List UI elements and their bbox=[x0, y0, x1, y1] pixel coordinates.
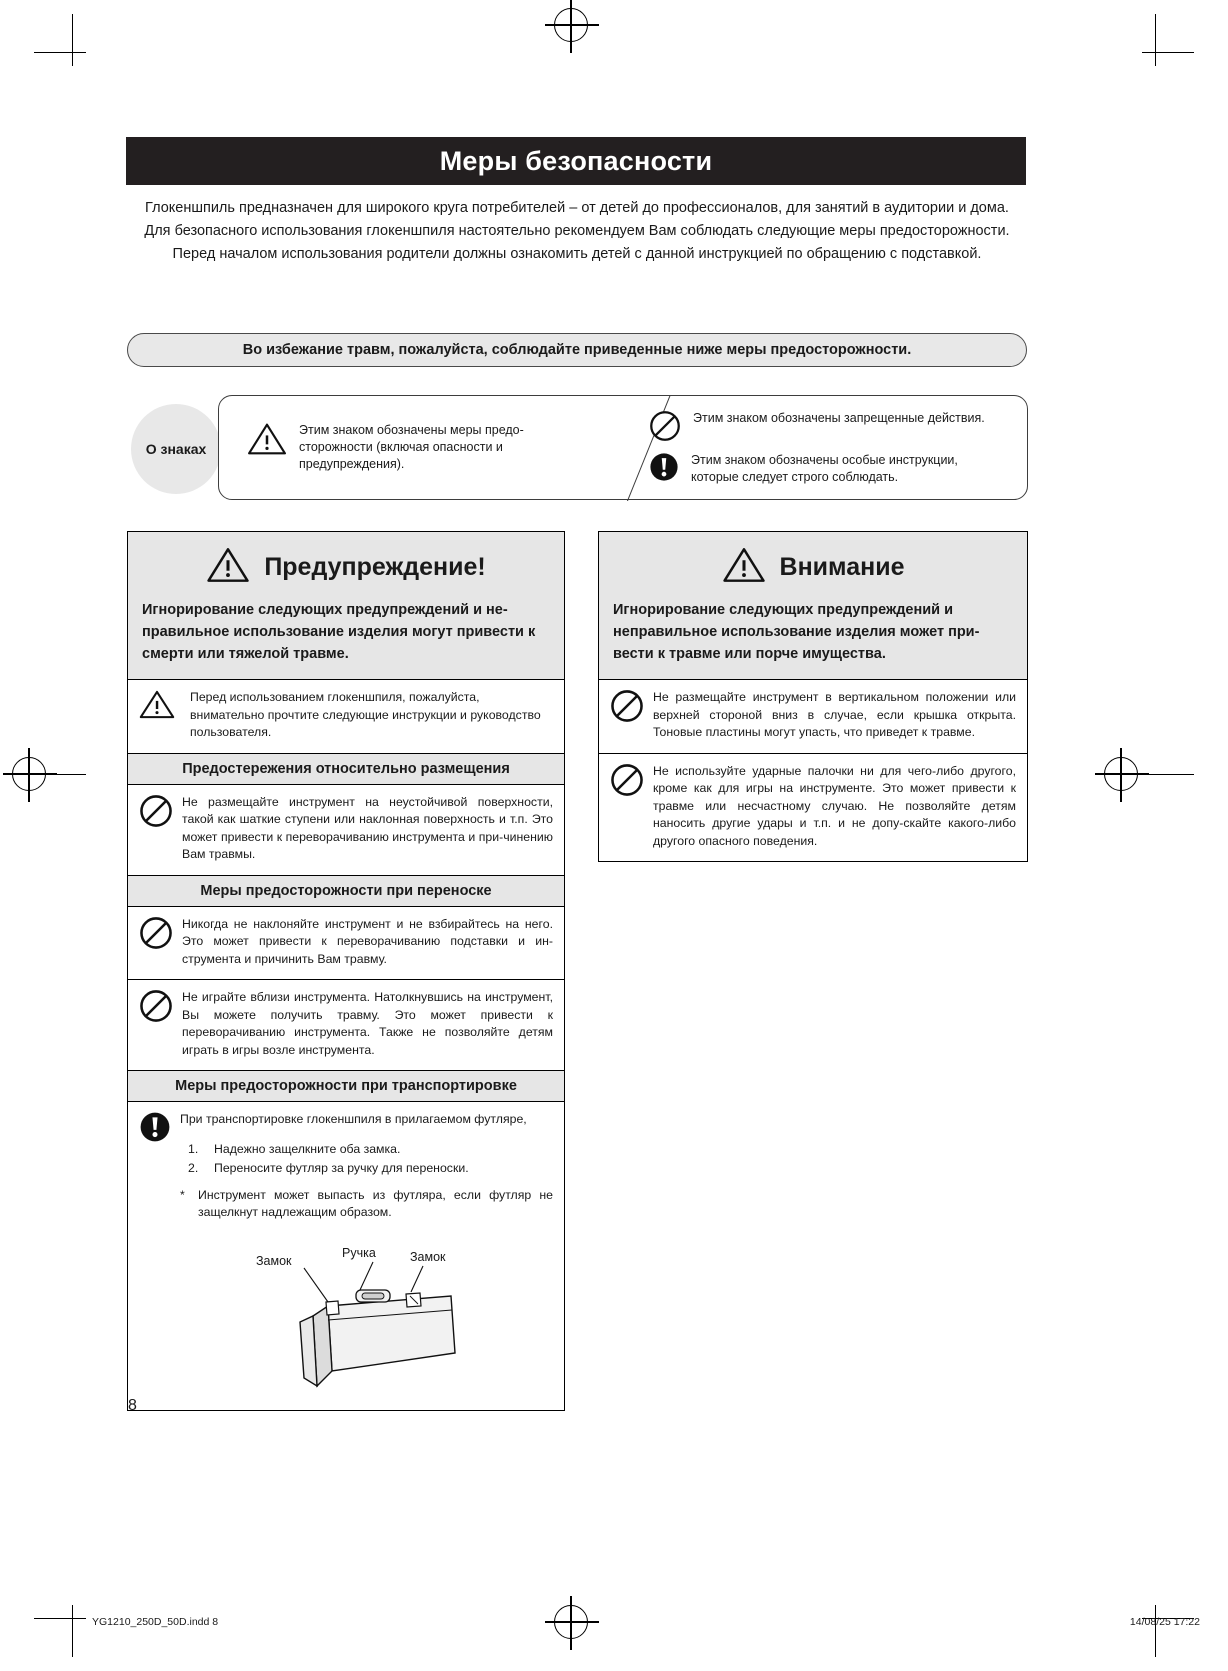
registration-mark-right bbox=[1104, 757, 1138, 791]
page-body bbox=[126, 0, 1104, 1671]
legend-box bbox=[218, 395, 1028, 500]
crop-mark-bottom-right bbox=[1142, 1605, 1194, 1657]
legend-section bbox=[126, 395, 1028, 505]
footnote-marker: * bbox=[180, 1187, 185, 1202]
warning-box-subtitle: Игнорирование следующих предупреждений и не-правильное использование изделия могут привести к смерти или тяжелой травме. bbox=[142, 602, 536, 662]
warning-triangle-icon bbox=[139, 689, 179, 723]
mandatory-exclamation-icon bbox=[139, 1111, 169, 1141]
warning-row-text: Не размещайте инструмент на неустойчивой поверхности, такой как шаткие ступени или наклонная поверхность и т.п. Это может привести к переворачиванию инструмента и при-чинению Вам травмы. bbox=[182, 794, 553, 861]
warning-row bbox=[128, 980, 564, 1070]
prohibition-icon bbox=[139, 989, 171, 1021]
legend-item-label: Этим знаком обозначены особые инструкции, которые следует строго соблюдать. bbox=[691, 453, 958, 484]
caution-row-text: Не используйте ударные палочки ни для чего-либо другого, кроме как для игры на инструменте. Это может привести к травме или несчастному случаю. Не позволяйте детям наносить другие удары и т.п. и не допу-скайте какого-либо другого опасного поведения. bbox=[653, 763, 1016, 848]
warning-row bbox=[128, 680, 564, 753]
prohibition-icon bbox=[610, 689, 642, 721]
legend-badge-label: O знаках bbox=[145, 441, 207, 457]
caution-column bbox=[598, 531, 1028, 862]
crop-mark-top-right bbox=[1142, 14, 1194, 66]
caution-box bbox=[598, 531, 1028, 862]
section-heading-placement: Предостережения относительно размещения bbox=[128, 753, 564, 785]
intro-paragraph bbox=[126, 197, 1028, 266]
transport-intro-text: При транспортировке глокеншпиля в прилагаемом футляре, bbox=[180, 1112, 527, 1126]
caution-row bbox=[599, 680, 1027, 754]
list-item-number: 1. bbox=[188, 1141, 199, 1156]
page-number: 8 bbox=[128, 1397, 137, 1414]
section-heading-carrying: Меры предосторожности при переноске bbox=[128, 875, 564, 907]
warning-box-header bbox=[128, 532, 564, 680]
warning-row-text: Перед использованием глокеншпиля, пожалуйста, внимательно прочтите следующие инструкции и руководство пользователя. bbox=[190, 690, 541, 739]
page-title-bar bbox=[126, 137, 1026, 185]
footnote-text: Инструмент может выпасть из футляра, если футляр не защелкнут надлежащим образом. bbox=[198, 1187, 553, 1219]
mandatory-exclamation-icon bbox=[649, 452, 679, 482]
legend-item-prohibition bbox=[649, 410, 1009, 442]
warning-row-transport bbox=[128, 1102, 564, 1226]
intro-line: Глокеншпиль предназначен для широкого круга потребителей – от детей до профессионалов, для занятий в аудитории и дома. bbox=[145, 200, 1009, 216]
legend-item-label: Этим знаком обозначены запрещенные действия. bbox=[693, 411, 985, 425]
intro-line: Для безопасного использования глокеншпиля настоятельно рекомендуем Вам соблюдать следующие меры предосторожности. bbox=[144, 223, 1010, 239]
list-item-text: Надежно защелкните оба замка. bbox=[214, 1141, 401, 1156]
warning-triangle-icon bbox=[247, 422, 287, 456]
figure-label-lock-right: Замок bbox=[410, 1249, 446, 1264]
caution-box-header bbox=[599, 532, 1027, 680]
figure-label-lock-left: Замок bbox=[256, 1253, 292, 1268]
safety-banner bbox=[127, 333, 1027, 367]
figure-label-handle: Ручка bbox=[342, 1245, 376, 1260]
footer-filename: YG1210_250D_50D.indd 8 bbox=[92, 1616, 219, 1628]
warning-triangle-icon bbox=[206, 546, 250, 589]
warning-triangle-icon bbox=[722, 546, 766, 589]
list-item bbox=[180, 1159, 553, 1178]
legend-item-warning bbox=[247, 422, 577, 473]
case-illustration bbox=[128, 1240, 564, 1400]
warning-column bbox=[127, 531, 565, 1411]
warning-row bbox=[128, 785, 564, 875]
prohibition-icon bbox=[610, 763, 642, 795]
section-heading-transport: Меры предосторожности при транспортировке bbox=[128, 1070, 564, 1102]
legend-item-label: Этим знаком обозначены меры предо-сторожности (включая опасности и предупреждения). bbox=[299, 423, 524, 471]
transport-step-list bbox=[180, 1140, 553, 1178]
prohibition-icon bbox=[139, 916, 171, 948]
caution-box-subtitle: Игнорирование следующих предупреждений и неправильное использование изделия может при-вести к травме или порче имущества. bbox=[613, 602, 980, 662]
warning-row bbox=[128, 907, 564, 981]
list-item bbox=[180, 1140, 553, 1159]
list-item-number: 2. bbox=[188, 1160, 199, 1175]
crop-mark-top-left bbox=[34, 14, 86, 66]
warning-row-text: Никогда не наклоняйте инструмент и не взбирайтесь на него. Это может привести к переворачиванию подставки и ин-струмента и причинить Вам травму. bbox=[182, 916, 553, 966]
warning-row-text: Не играйте вблизи инструмента. Натолкнувшись на инструмент, Вы можете получить травму. Это может привести к переворачиванию инструмента. Также не позволяйте детям играть в игры возле инструмента. bbox=[182, 990, 553, 1057]
prohibition-icon bbox=[649, 410, 681, 442]
prohibition-icon bbox=[139, 794, 171, 826]
crop-mark-mid-right bbox=[1142, 774, 1194, 775]
crop-mark-mid-left bbox=[34, 774, 86, 775]
footer-timestamp: 14/08/25 17:22 bbox=[1129, 1616, 1200, 1628]
list-item-text: Переносите футляр за ручку для переноски. bbox=[214, 1160, 469, 1175]
safety-banner-text: Во избежание травм, пожалуйста, соблюдайте приведенные ниже меры предосторожности. bbox=[242, 342, 912, 358]
caution-row-text: Не размещайте инструмент в вертикальном положении или верхней стороной вниз в случае, если крышка открыта. Тоновые пластины могут упасть, что приведет к травме. bbox=[653, 690, 1016, 739]
warning-box-title: Предупреждение! bbox=[264, 553, 486, 581]
page-title: Меры безопасности bbox=[439, 145, 713, 176]
caution-row bbox=[599, 754, 1027, 862]
legend-item-mandatory bbox=[649, 452, 1009, 486]
crop-mark-bottom-left bbox=[34, 1605, 86, 1657]
intro-line: Перед началом использования родители должны ознакомить детей с данной инструкцией по обращению с подставкой. bbox=[172, 246, 982, 262]
legend-badge bbox=[131, 404, 221, 494]
caution-box-title: Внимание bbox=[779, 553, 905, 581]
transport-footnote bbox=[180, 1187, 553, 1222]
warning-box bbox=[127, 531, 565, 1411]
